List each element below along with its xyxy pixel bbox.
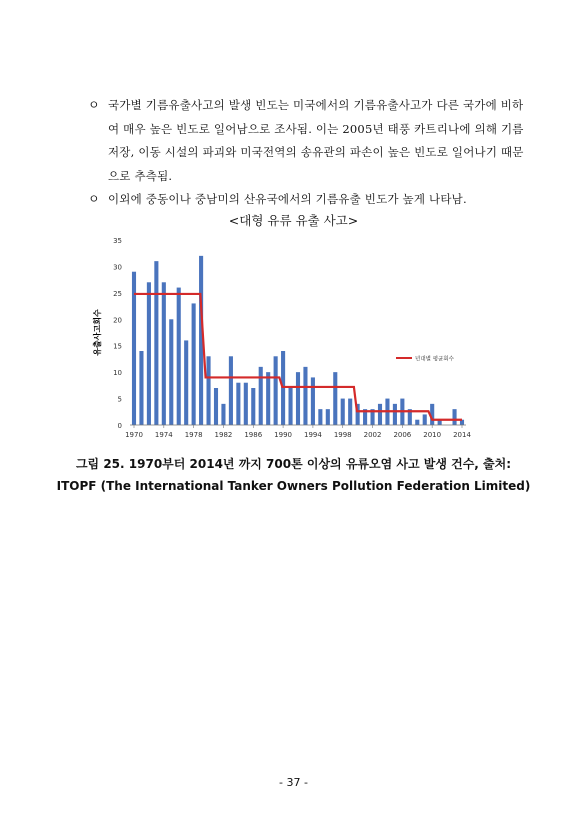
bar	[162, 282, 166, 425]
bar	[229, 356, 233, 425]
bar	[333, 372, 337, 425]
bar	[177, 288, 181, 425]
bar	[266, 372, 270, 425]
caption-line-1: 그림 25. 1970부터 2014년 까지 700톤 이상의 유류오염 사고 발생 건수, 출처:	[75, 457, 512, 471]
bar	[274, 356, 278, 425]
bar-series	[132, 256, 464, 425]
bar	[139, 351, 143, 425]
y-tick-label: 10	[113, 369, 122, 378]
bar	[423, 414, 427, 425]
chart-legend	[396, 355, 455, 363]
y-tick-label: 30	[113, 263, 122, 272]
bullet-item	[88, 94, 528, 188]
y-tick-label: 15	[113, 342, 122, 351]
bar	[393, 404, 397, 425]
bar	[184, 340, 188, 425]
oil-spill-chart	[80, 228, 490, 448]
circle-bullet-icon: ㅇ	[88, 98, 100, 112]
y-axis-ticks	[113, 237, 122, 430]
x-tick-label: 1970	[125, 431, 143, 439]
y-tick-label: 5	[117, 395, 122, 404]
x-axis-ticks	[125, 425, 471, 439]
page-number: - 37 -	[279, 776, 308, 789]
chart-title: <대형 유류 유출 사고>	[228, 213, 359, 228]
x-tick-label: 1974	[154, 431, 173, 439]
x-tick-label: 2010	[423, 431, 442, 439]
bar	[326, 409, 330, 425]
bar	[206, 356, 210, 425]
bar	[169, 319, 173, 425]
y-tick-label: 35	[113, 237, 122, 245]
bullet-text: 이외에 중동이나 중남미의 산유국에서의 기름유출 빈도가 높게 나타남.	[108, 192, 467, 206]
bar	[341, 399, 345, 425]
x-tick-label: 1998	[333, 431, 352, 439]
bar	[348, 399, 352, 425]
y-axis-label	[92, 309, 102, 357]
bar	[154, 261, 158, 425]
bar	[452, 409, 456, 425]
bar	[147, 282, 151, 425]
bar	[221, 404, 225, 425]
bar	[236, 383, 240, 425]
bar	[415, 420, 419, 425]
x-tick-label: 1994	[303, 431, 322, 439]
bar	[288, 388, 292, 425]
legend-label: 년대별 평균회수	[415, 356, 454, 363]
caption-line-2: ITOPF (The International Tanker Owners Pollution Federation Limited)	[56, 479, 531, 493]
x-tick-label: 2002	[363, 431, 382, 439]
x-tick-label: 1990	[274, 431, 293, 439]
x-tick-label: 2014	[453, 431, 471, 439]
x-tick-label: 1982	[214, 431, 233, 439]
y-tick-label: 20	[113, 316, 122, 325]
bar	[318, 409, 322, 425]
bullet-text: 국가별 기름유출사고의 발생 빈도는 미국에서의 기름유출사고가 다른 국가에 비하여 매우 높은 빈도로 일어남으로 조사됨. 이는 2005년 태풍 카트리나에 의해 기름 저장, 이동 시설의 파괴와 미국전역의 송유관의 파손이 높은 빈도로 일어나기 때문으로 추측됨.	[108, 98, 524, 183]
circle-bullet-icon: ㅇ	[88, 192, 100, 206]
y-tick-label: 0	[117, 422, 122, 430]
x-tick-label: 2006	[393, 431, 412, 439]
bar	[259, 367, 263, 425]
bullet-item	[88, 188, 528, 212]
bar	[311, 377, 315, 425]
y-axis-label-text: 유출사고회수	[93, 309, 102, 356]
figure-caption	[0, 453, 587, 497]
bar	[296, 372, 300, 425]
bar	[244, 383, 248, 425]
bullet-list	[88, 94, 528, 212]
bar	[378, 404, 382, 425]
x-tick-label: 1986	[244, 431, 263, 439]
y-tick-label: 25	[113, 289, 122, 298]
bar	[192, 303, 196, 425]
bar	[303, 367, 307, 425]
x-tick-label: 1978	[184, 431, 203, 439]
bar	[251, 388, 255, 425]
bar	[214, 388, 218, 425]
